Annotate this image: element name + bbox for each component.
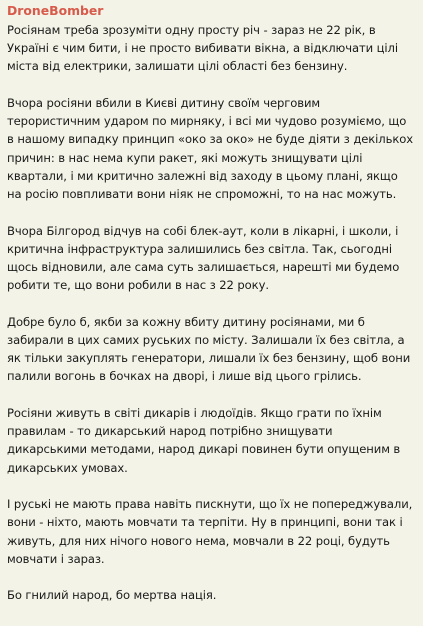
message-paragraph-5: Росіяни живуть в світі дикарів і людоїдів. Якщо грати по їхнім правилам - то дикарський народ потрібно знищувати дикарськими методами, народ дикарі повинен бути опущеним в дикарських умовах.: [7, 406, 401, 475]
message-paragraph-6: І руські не мають права навіть пискнути, що їх не попереджували, вони - ніхто, мають мовчати та терпіти. Ну в принципі, вони так і живуть, для них нічого нового нема, мовчали в 22 році, будуть мовчати і зараз.: [7, 497, 413, 566]
message-paragraph-2: Вчора росіяни вбили в Києві дитину своїм черговим терористичним ударом по мирняку, і всі ми чудово розуміємо, що в нашому випадку принцип «око за око» не буде діяти з декількох причин: в нас нема купи ракет, які можуть знищувати цілі квартали, і ми критично залежні від заходу в цьому плані, якщо на росію повпливати вони ніяк не спроможні, то на нас можуть.: [7, 96, 414, 202]
message-paragraph-7: Бо гнилий народ, бо мертва нація.: [7, 588, 217, 603]
message-body: [7, 21, 415, 605]
channel-name[interactable]: DroneBomber: [7, 3, 104, 18]
message-paragraph-3: Вчора Білгород відчув на собі блек-аут, коли в лікарні, і школи, і критична інфраструктура залишились без світла. Так, сьогодні щось відновили, але сама суть залишається, нарешті ми будемо робити те, що вони робили в нас з 22 року.: [7, 223, 400, 293]
message-paragraph-4: Добре було б, якби за кожну вбиту дитину росіянами, ми б забирали в цих самих руських по місту. Залишали їх без світла, а як тільки закуплять генератори, лишали їх без бензину, щоб вони палили вогонь в бочках на дворі, і лише від цього грілись.: [7, 314, 411, 384]
message-paragraph-1: Росіянам треба зрозуміти одну просту річ - зараз не 22 рік, в Україні є чим бити, і не просто вибивати вікна, а відключати цілі міста від електрики, залишати цілі області без бензину.: [7, 23, 398, 74]
